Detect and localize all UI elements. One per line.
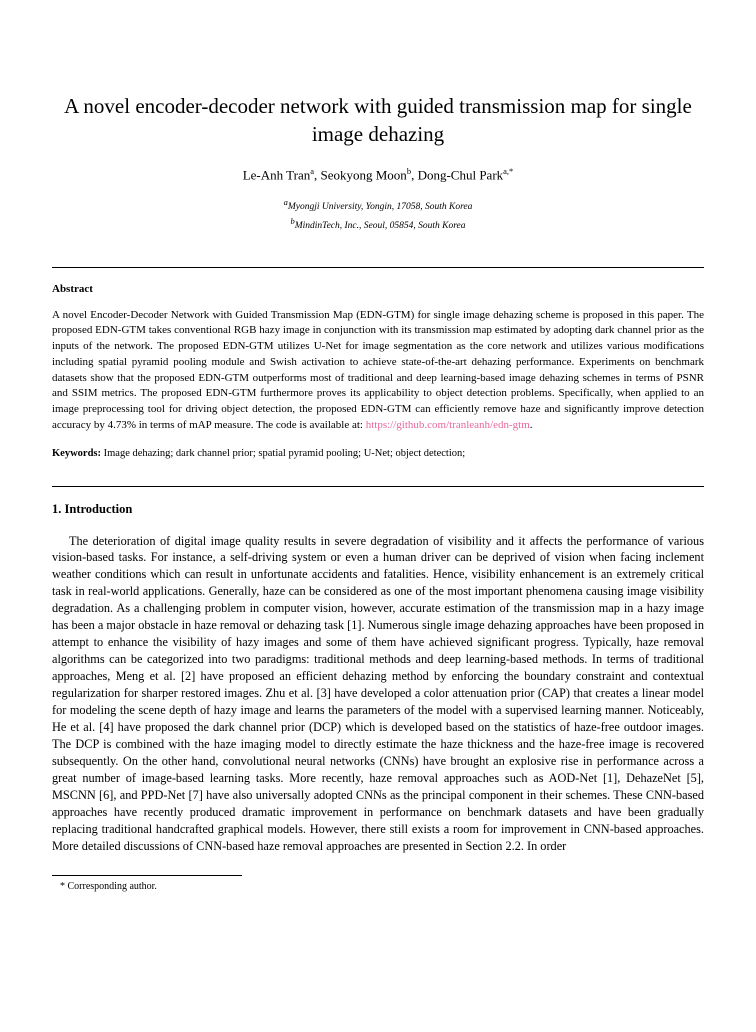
author-separator: , xyxy=(314,167,321,183)
affiliation-line xyxy=(52,215,704,234)
code-link[interactable]: https://github.com/tranleanh/edn-gtm xyxy=(365,418,530,431)
author-name: Le-Anh Tran xyxy=(242,167,311,183)
affiliation-text: Myongji University, Yongin, 17058, South Korea xyxy=(287,202,473,213)
affil-mark: b xyxy=(290,215,295,226)
affiliations-block xyxy=(52,196,704,234)
divider-top xyxy=(52,267,704,268)
author-affil-mark: a,* xyxy=(503,165,514,176)
keywords-label: Keywords: xyxy=(52,447,101,459)
abstract-heading: Abstract xyxy=(52,282,93,295)
author-affil-mark: a xyxy=(310,165,314,176)
keywords-line xyxy=(52,448,704,459)
affil-mark: a xyxy=(283,197,288,208)
keywords-text: Image dehazing; dark channel prior; spatial pyramid pooling; U-Net; object detection; xyxy=(101,447,466,459)
author-name: Dong-Chul Park xyxy=(417,167,504,183)
section-heading: 1. Introduction xyxy=(52,501,133,516)
footnote-text: * Corresponding author. xyxy=(60,880,157,892)
footnote-rule xyxy=(52,875,242,876)
affiliation-line xyxy=(52,196,704,215)
authors-line xyxy=(52,166,704,183)
author-separator: , xyxy=(411,167,418,183)
author-affil-mark: b xyxy=(406,165,412,176)
abstract-body-text: . xyxy=(529,418,533,431)
introduction-text: The deterioration of digital image quality results in severe degradation of visibility and it affects the performance of various vision-based tasks. For instance, a self-driving system or even a human driver can be deprived of vision when facing inclement weather conditions which can result in unfortunate accidents and fatalities. Hence, visibility enhancement is an extremely critical task in real-world applications. Generally, haze can be considered as one of the most important phenomena causing image visibility degradation. As a challenging problem in computer vision, however, accurate estimation of the transmission map in a hazy image has been a major obstacle in haze removal or dehazing task [1]. Numerous single image dehazing approaches have been proposed in attempt to enhance the visibility of hazy images and some of them have achieved significant progress. Typically, haze removal algorithms can be categorized into two paradigms: traditional methods and deep learning-based methods. In terms of traditional approaches, Meng et al. [2] have proposed an efficient dehazing method by enforcing the boundary constraint and contextual regularization for sharper restored images. Zhu et al. [3] have developed a color attenuation prior (CAP) that creates a linear model for modeling the scene depth of hazy image and learns the parameters of the model with a supervised learning manner. Noticeably, He et al. [4] have proposed the dark channel prior (DCP) which is developed based on the statistics of haze-free outdoor images. The DCP is combined with the haze imaging model to directly estimate the haze thickness and the haze-free image is recovered subsequently. On the other hand, convolutional neural networks (CNNs) have brought an explosive rise in performance across a great number of image-based learning tasks. More recently, haze removal approaches such as AOD-Net [1], DehazeNet [5], MSCNN [6], and PPD-Net [7] have also universally adopted CNNs as the principal component in their schemes. These CNN-based approaches have recently produced dramatic improvement in performance on benchmark datasets and have been gradually replacing traditional handcrafted graphical models. However, there still exists a room for improvement in CNN-based approaches. More detailed discussions of CNN-based haze removal approaches are presented in Section 2.2. In order xyxy=(52,533,704,853)
author-name: Seokyong Moon xyxy=(320,167,407,183)
paper-title: A novel encoder-decoder network with guided transmission map for single image dehazing xyxy=(64,94,692,147)
abstract-body-text: A novel Encoder-Decoder Network with Guided Transmission Map (EDN-GTM) for single image dehazing scheme is proposed in this paper. The proposed EDN-GTM takes conventional RGB hazy image in conjunction with its transmission map estimated by adopting dark channel prior as the inputs of the network. The proposed EDN-GTM utilizes U-Net for image segmentation as the core network and utilizes various modifications including spatial pyramid pooling module and Swish activation to achieve state-of-the-art dehazing performance. Experiments on benchmark datasets show that the proposed EDN-GTM outperforms most of traditional and deep learning-based image dehazing schemes in terms of PSNR and SSIM metrics. The proposed EDN-GTM furthermore proves its applicability to object detection problems. Specifically, when applied to an image preprocessing tool for driving object detection, the proposed EDN-GTM can efficiently remove haze and significantly improve detection accuracy by 4.73% in terms of mAP measure. The code is available at: xyxy=(52,308,704,431)
affiliation-text: MindinTech, Inc., Seoul, 05854, South Korea xyxy=(294,221,466,232)
divider-mid xyxy=(52,486,704,487)
abstract-paragraph xyxy=(52,308,704,434)
